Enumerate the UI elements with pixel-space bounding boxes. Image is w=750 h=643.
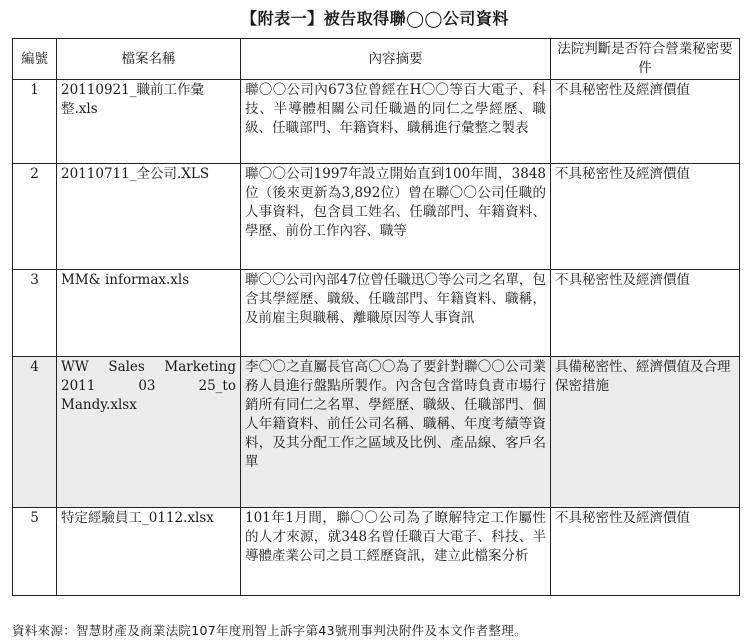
attachment-table — [12, 38, 740, 596]
row-number: 4 — [13, 357, 57, 508]
court-judgment: 具備秘密性、經濟價值及合理保密措施 — [551, 357, 740, 508]
file-name: 20110921_職前工作彙整.xls — [57, 80, 241, 164]
header-no: 編號 — [13, 39, 57, 80]
row-number: 2 — [13, 164, 57, 270]
table-row — [13, 508, 740, 596]
table-row-highlighted — [13, 357, 740, 508]
table-row — [13, 80, 740, 164]
content-summary: 101年1月間，聯〇〇公司為了瞭解特定工作屬性的人才來源，就348名曾任職百大電子、科技、半導體產業公司之員工經歷資訊，建立此檔案分析 — [241, 508, 551, 596]
header-file-name: 檔案名稱 — [57, 39, 241, 80]
court-judgment: 不具秘密性及經濟價值 — [551, 164, 740, 270]
content-summary: 聯〇〇公司內673位曾經在H〇〇等百大電子、科技、半導體相關公司任職過的同仁之學經歷、職級、任職部門、年籍資料、職稱進行彙整之製表 — [241, 80, 551, 164]
file-name: 20110711_全公司.XLS — [57, 164, 241, 270]
content-summary: 聯〇〇公司1997年設立開始直到100年間，3848位（後來更新為3,892位）曾在聯〇〇公司任職的人事資料，包含員工姓名、任職部門、年籍資料、學歷、前份工作內容、職等 — [241, 164, 551, 270]
table-title: 【附表一】被告取得聯◯◯公司資料 — [241, 9, 509, 28]
header-judgment: 法院判斷是否符合營業秘密要件 — [551, 39, 740, 80]
header-row — [13, 39, 740, 80]
content-summary: 李〇〇之直屬長官高〇〇為了要針對聯〇〇公司業務人員進行盤點所製作。內含包含當時負責市場行銷所有同仁之名單、學經歷、職級、任職部門、個人年籍資料、前任公司名稱、職稱、年度考績等資料，及其分配工作之區域及比例、產品線、客戶名單 — [241, 357, 551, 508]
row-number: 1 — [13, 80, 57, 164]
table-row — [13, 164, 740, 270]
row-number: 3 — [13, 270, 57, 357]
court-judgment: 不具秘密性及經濟價值 — [551, 508, 740, 596]
content-summary: 聯〇〇公司內部47位曾任職迅〇等公司之名單，包含其學經歷、職級、任職部門、年籍資料、職稱，及前雇主與職稱、離職原因等人事資訊 — [241, 270, 551, 357]
header-summary: 內容摘要 — [241, 39, 551, 80]
table-row — [13, 270, 740, 357]
source-note: 資料來源：智慧財產及商業法院107年度刑智上訴字第43號刑事判決附件及本文作者整理。 — [12, 623, 527, 638]
file-name: 特定經驗員工_0112.xlsx — [57, 508, 241, 596]
court-judgment: 不具秘密性及經濟價值 — [551, 80, 740, 164]
file-name: WW Sales Marketing 2011 03 25_to Mandy.xlsx — [57, 357, 241, 508]
file-name: MM& informax.xls — [57, 270, 241, 357]
row-number: 5 — [13, 508, 57, 596]
court-judgment: 不具秘密性及經濟價值 — [551, 270, 740, 357]
